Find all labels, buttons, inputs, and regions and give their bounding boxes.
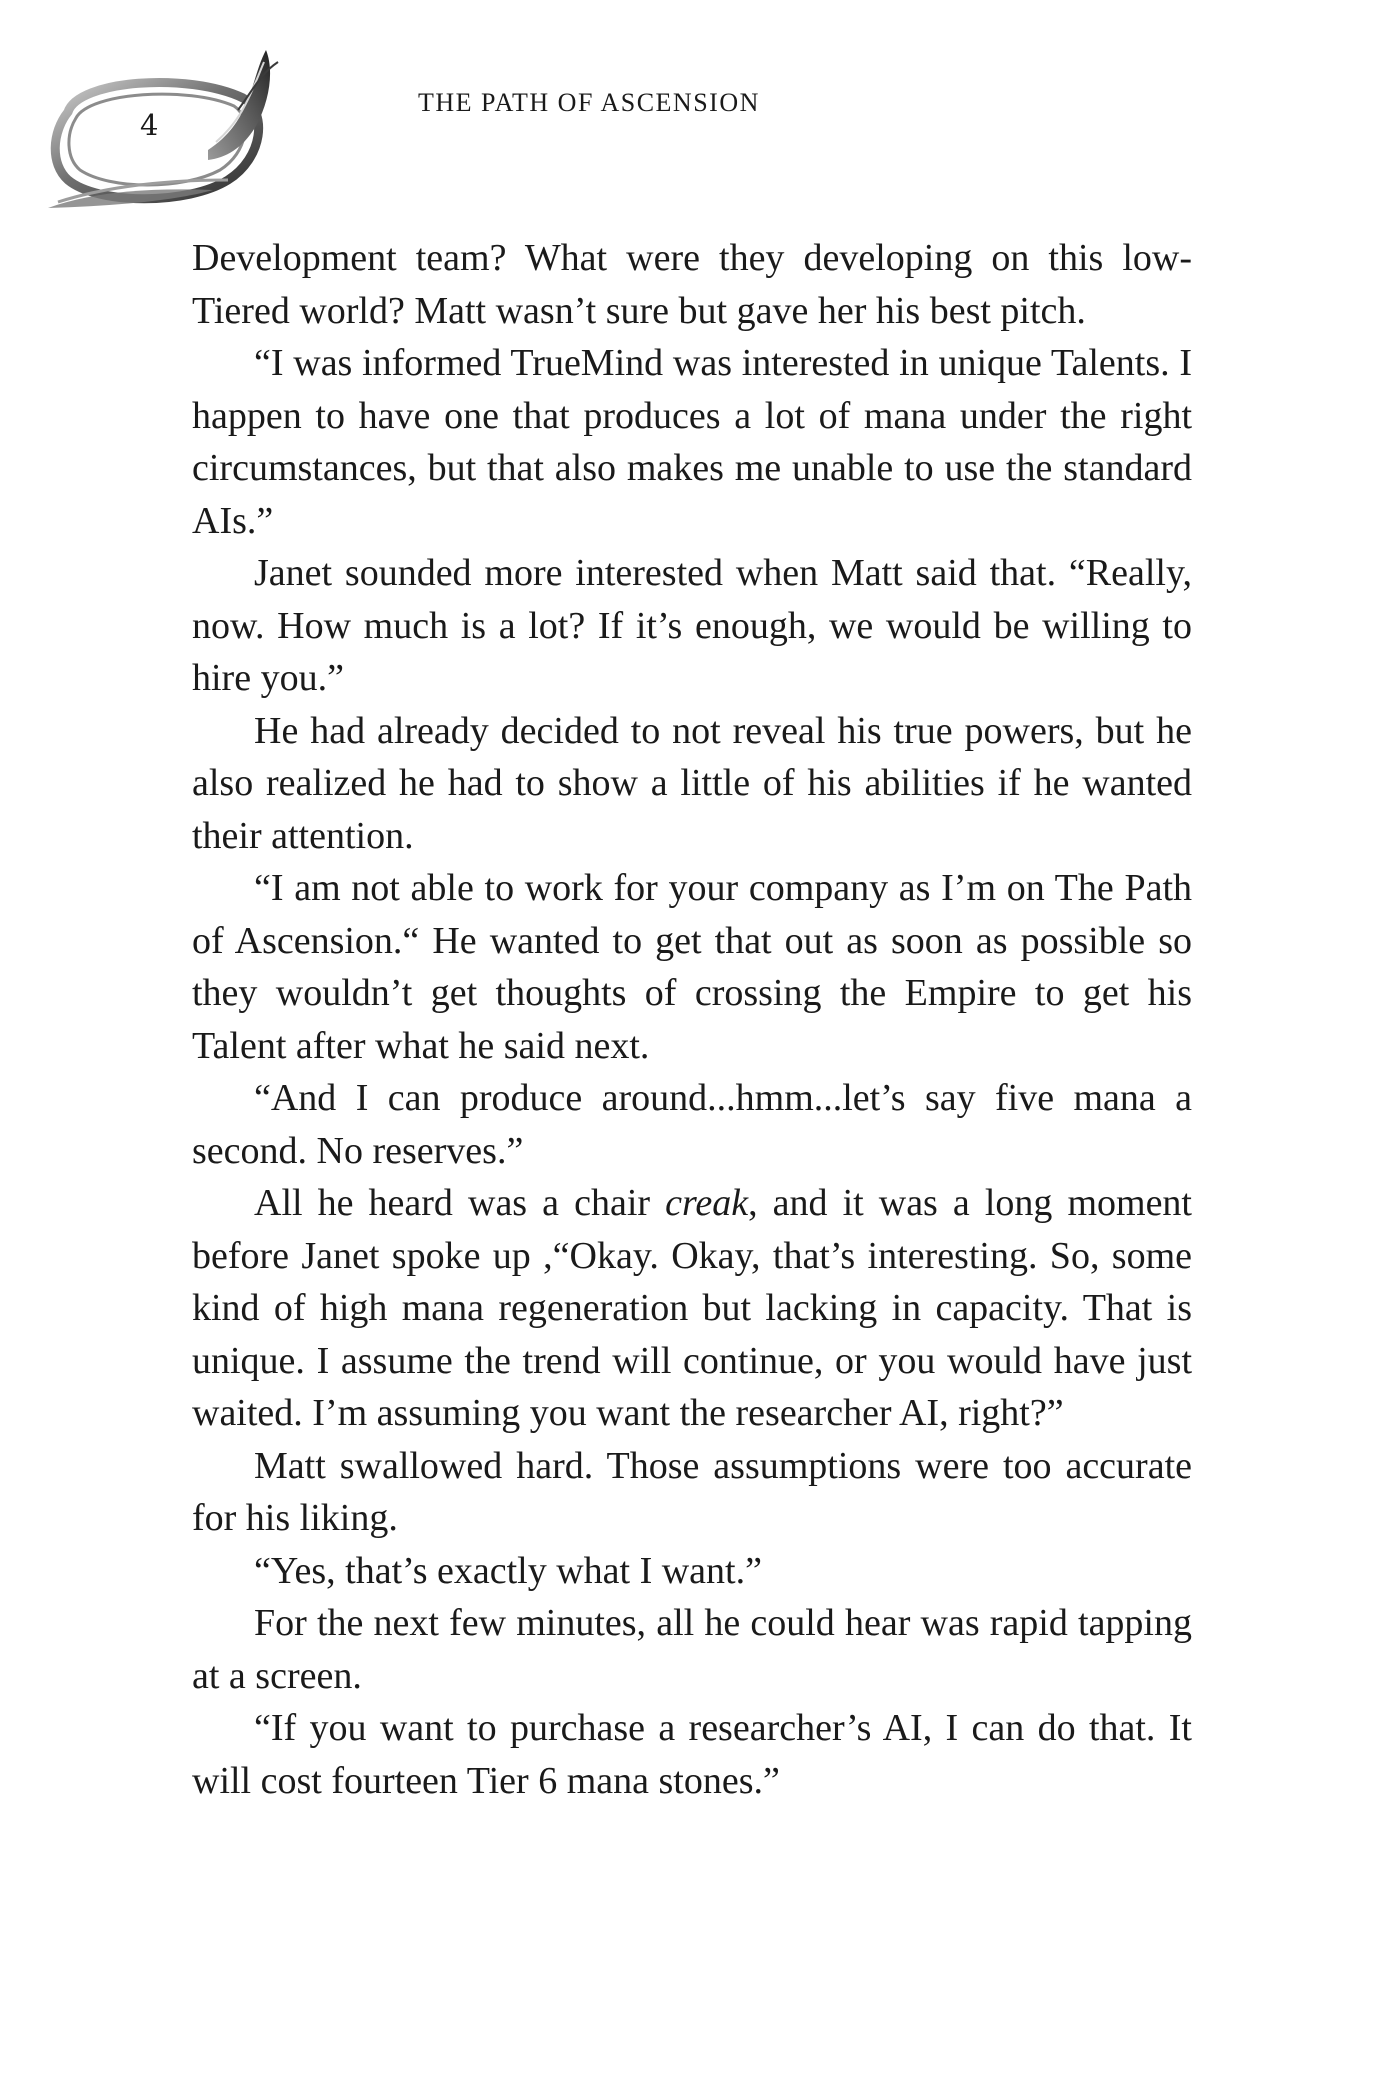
paragraph: “I was informed TrueMind was interested in unique Talents. I happen to have one that produces a lot of mana under the right circumstances, but that also makes me unable to use the standard AIs.”	[192, 342, 1192, 542]
page-number: 4	[140, 108, 159, 142]
paragraph: “I am not able to work for your company as I’m on The Path of Ascension.“ He wanted to get that out as soon as possible so they wouldn’t get thoughts of crossing the Empire to get his Talent after what he said next.	[192, 867, 1192, 1067]
paragraph-text-before: All he heard was a chair	[254, 1182, 666, 1224]
paragraph	[192, 1177, 1192, 1440]
body-text	[192, 232, 1192, 1807]
paragraph: Development team? What were they developing on this low-Tiered world? Matt wasn’t sure but gave her his best pitch.	[192, 237, 1192, 332]
paragraph: For the next few minutes, all he could hear was rapid tapping at a screen.	[192, 1602, 1192, 1697]
paragraph: “If you want to purchase a researcher’s AI, I can do that. It will cost fourteen Tier 6 mana stones.”	[192, 1707, 1192, 1802]
running-head: THE PATH OF ASCENSION	[418, 88, 760, 117]
swirl-ornament-icon	[38, 40, 288, 220]
paragraph: “Yes, that’s exactly what I want.”	[254, 1549, 762, 1592]
paragraph: Janet sounded more interested when Matt said that. “Really, now. How much is a lot? If it’s enough, we would be willing to hire you.”	[192, 552, 1192, 699]
emphasized-word: creak	[665, 1182, 749, 1224]
paragraph-text-after: , and it was a long moment before Janet spoke up ,“Okay. Okay, that’s interesting. So, some kind of high mana regeneration but lacking in capacity. That is unique. I assume the trend will continue, or you would have just waited. I’m assuming you want the researcher AI, right?”	[192, 1182, 1192, 1434]
paragraph: “And I can produce around...hmm...let’s say five mana a second. No reserves.”	[192, 1077, 1192, 1172]
paragraph: Matt swallowed hard. Those assumptions were too accurate for his liking.	[192, 1444, 1192, 1539]
paragraph: He had already decided to not reveal his true powers, but he also realized he had to show a little of his abilities if he wanted their attention.	[192, 709, 1192, 857]
page-header	[0, 0, 1400, 220]
